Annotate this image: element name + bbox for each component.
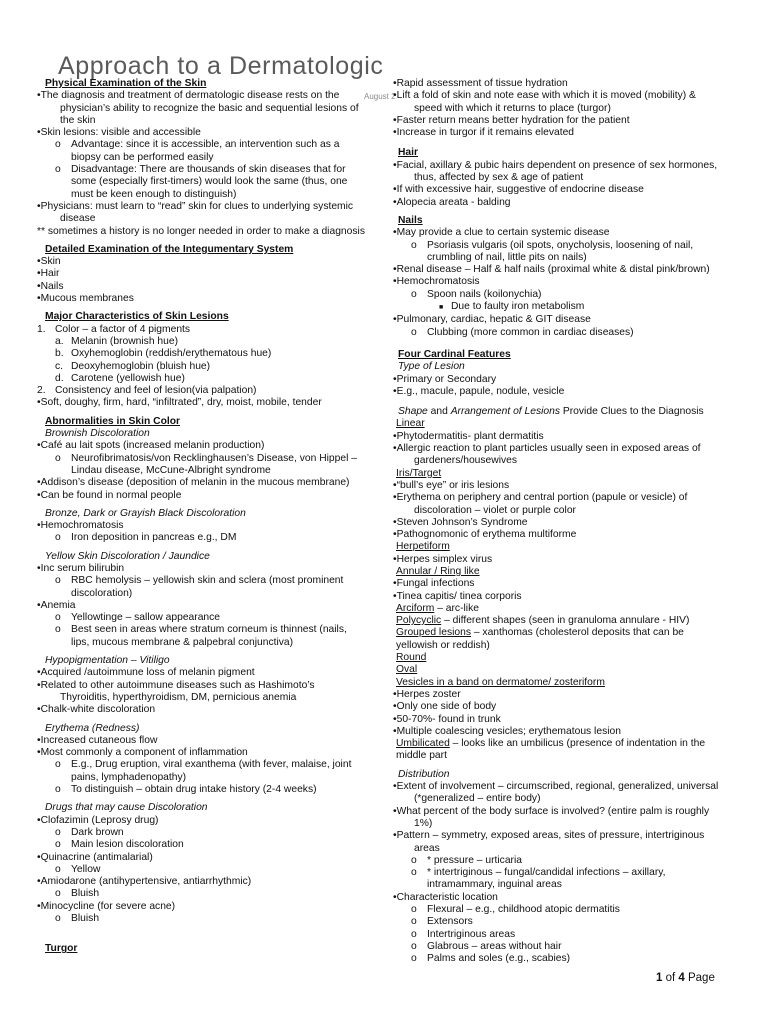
lettered-item: b. Oxyhemoglobin (reddish/erythematous hue) — [55, 348, 272, 360]
bullet: •Steven Johnson’s Syndrome — [393, 516, 528, 528]
sub-bullet: o Advantage: since it is accessible, an intervention such as a biopsy can be performed easily — [55, 139, 340, 163]
sub-bullet: o Dark brown — [55, 826, 124, 838]
bullet: •“bull’s eye” or iris lesions — [393, 479, 510, 491]
sub-bullet: o Bluish — [55, 913, 100, 924]
bullet: •Erythema on periphery and central portion (papule or vesicle) of discoloration – violet or purple color — [393, 492, 688, 516]
sub-bullet: o E.g., Drug eruption, viral exanthema (with fever, malaise, joint pains, lymphadenopathy) — [55, 759, 352, 783]
numbered-item: 2. Consistency and feel of lesion(via palpation) — [37, 385, 257, 397]
nails-heading: Nails — [398, 214, 423, 226]
note: ** sometimes a history is no longer needed in order to make a diagnosis — [37, 225, 365, 237]
sub-bullet: o Main lesion discoloration — [55, 839, 184, 851]
bullet: •Hair — [37, 268, 60, 280]
bullet: •Acquired /autoimmune loss of melanin pigment — [37, 667, 255, 679]
major-characteristics-heading: Major Characteristics of Skin Lesions — [45, 311, 229, 323]
page-total: 4 — [678, 972, 685, 984]
oval-label: Oval — [396, 664, 418, 676]
bullet: •Increased cutaneous flow — [37, 734, 158, 746]
drugs-heading: Drugs that may cause Discoloration — [45, 802, 208, 814]
bullet: •Soft, doughy, firm, hard, “infiltrated”, dry, moist, mobile, tender — [37, 397, 322, 409]
iris-target-label: Iris/Target — [396, 467, 442, 479]
sub-bullet: o Psoriasis vulgaris (oil spots, onycholysis, loosening of nail, crumbling of nail, little pits on nails) — [411, 239, 694, 263]
physical-exam-heading: Physical Examination of the Skin — [45, 78, 207, 89]
sub-bullet: o Yellow — [55, 863, 101, 875]
bullet: •Chalk-white discoloration — [37, 704, 156, 716]
bullet: •Quinacrine (antimalarial) — [37, 851, 153, 863]
bullet: •Inc serum bilirubin — [37, 562, 125, 574]
distribution-heading: Distribution — [398, 768, 450, 780]
bronze-heading: Bronze, Dark or Grayish Black Discoloration — [45, 507, 246, 519]
lettered-item: d. Carotene (yellowish hue) — [55, 372, 185, 384]
bullet: •Addison’s disease (deposition of melanin in the mucous membrane) — [37, 477, 350, 489]
bullet: •What percent of the body surface is involved? (entire palm is roughly 1%) — [393, 805, 710, 829]
bullet: •Alopecia areata - balding — [393, 196, 511, 208]
polycyclic-line: Polycyclic – different shapes (seen in granuloma annulare - HIV) — [396, 615, 690, 627]
bullet: •Pattern – symmetry, exposed areas, sites of pressure, intertriginous areas — [393, 830, 705, 854]
yellow-heading: Yellow Skin Discoloration / Jaundice — [45, 550, 210, 562]
hypopigmentation-heading: Hypopigmentation – Vitiligo — [45, 655, 170, 667]
sub-bullet: o Bluish — [55, 888, 100, 900]
annular-label: Annular / Ring like — [396, 565, 480, 577]
bullet: •Pulmonary, cardiac, hepatic & GIT disease — [393, 314, 591, 326]
turgor-heading: Turgor — [45, 943, 78, 955]
bullet: •Herpes simplex virus — [393, 553, 493, 565]
page-footer: 1 of 4 Page — [656, 972, 715, 984]
shape-arrangement-heading: Shape and Arrangement of Lesions Provide Clues to the Diagnosis — [398, 406, 704, 418]
sub-bullet: o Spoon nails (koilonychia) — [411, 288, 542, 300]
bullet: •Increase in turgor if it remains elevated — [393, 127, 575, 139]
bullet: •Hemochromatosis — [37, 520, 124, 532]
sub-bullet: o Yellowtinge – sallow appearance — [55, 612, 221, 624]
brownish-heading: Brownish Discoloration — [45, 428, 150, 440]
bullet: •Nails — [37, 280, 64, 292]
bullet: •Most commonly a component of inflammation — [37, 747, 248, 759]
sub-bullet: o Flexural – e.g., childhood atopic dermatitis — [411, 904, 620, 915]
abnormalities-heading: Abnormalities in Skin Color — [45, 415, 181, 427]
type-of-lesion-heading: Type of Lesion — [398, 361, 465, 373]
bullet: •Mucous membranes — [37, 293, 134, 305]
document-date: August 2 — [364, 92, 396, 101]
sub-bullet: o RBC hemolysis – yellowish skin and sclera (most prominent discoloration) — [55, 575, 344, 599]
bullet: •Physicians: must learn to “read” skin for clues to underlying systemic disease — [37, 200, 354, 225]
bullet: •Herpes zoster — [393, 688, 461, 700]
bullet: •Rapid assessment of tissue hydration — [393, 78, 568, 89]
bullet: •Allergic reaction to plant particles usually seen in exposed areas of gardeners/housewives — [393, 443, 701, 467]
sub-bullet: o * pressure – urticaria — [411, 854, 522, 866]
bullet: •50-70%- found in trunk — [393, 713, 501, 725]
bullet: •Characteristic location — [393, 891, 498, 903]
four-cardinal-heading: Four Cardinal Features — [398, 348, 511, 360]
bullet: •Can be found in normal people — [37, 489, 182, 501]
bullet: •E.g., macule, papule, nodule, vesicle — [393, 385, 565, 397]
numbered-item: 1. Color – a factor of 4 pigments — [37, 323, 191, 335]
bullet: •Skin lesions: visible and accessible — [37, 127, 201, 139]
sub-bullet: o Neurofibrimatosis/von Recklinghausen’s Disease, von Hippel – Lindau disease, McCune-Albright syndrome — [55, 452, 357, 476]
bullet: •Clofazimin (Leprosy drug) — [37, 814, 159, 826]
bullet: •May provide a clue to certain systemic disease — [393, 227, 610, 239]
sub-bullet: o Intertriginous areas — [411, 928, 516, 940]
linear-label: Linear — [396, 418, 425, 430]
bullet: •Fungal infections — [393, 578, 475, 590]
bullet: •Primary or Secondary — [393, 373, 497, 385]
bullet: •Phytodermatitis- plant dermatitis — [393, 430, 544, 442]
sub-bullet: o Best seen in areas where stratum corneum is thinnest (nails, lips, mucous membrane & palpebral conjunctiva) — [55, 624, 347, 648]
bullet: •Lift a fold of skin and note ease with which it is moved (mobility) & speed with which it returns to place (turgor) — [393, 90, 696, 114]
bullet: •Hemochromatosis — [393, 276, 480, 288]
bullet: •Renal disease – Half & half nails (proximal white & distal pink/brown) — [393, 264, 710, 276]
herpetiform-label: Herpetiform — [396, 541, 450, 553]
bullet: •Amiodarone (antihypertensive, antiarrhythmic) — [37, 876, 252, 888]
lettered-item: a. Melanin (brownish hue) — [55, 335, 179, 347]
bullet: •Pathognomonic of erythema multiforme — [393, 529, 577, 541]
right-column — [393, 78, 725, 965]
bullet: •Skin — [37, 256, 61, 268]
page-title: Approach to a Dermatologic — [58, 52, 384, 80]
grouped-lesions-line: Grouped lesions – xanthomas (cholesterol deposits that can be yellowish or reddish) — [396, 627, 684, 651]
bullet: •Multiple coalescing vesicles; erythematous lesion — [393, 725, 621, 737]
bullet: •Minocycline (for severe acne) — [37, 900, 176, 912]
round-label: Round — [396, 652, 427, 664]
sub-bullet: o Disadvantage: There are thousands of skin diseases that for some (especially first-timers) would look the same (thus, one must be keen enough to distinguish) — [55, 164, 348, 200]
sub-bullet: o To distinguish – obtain drug intake history (2-4 weeks) — [55, 784, 317, 796]
bullet: •Tinea capitis/ tinea corporis — [393, 590, 522, 602]
bullet: •Facial, axillary & pubic hairs dependent on presence of sex hormones, thus, affected by sex & age of patient — [393, 159, 718, 184]
bullet: •Related to other autoimmune diseases such as Hashimoto’s Thyroiditis, hyperthyroidism, DM, pernicious anemia — [37, 679, 315, 703]
sub-bullet: o Glabrous – areas without hair — [411, 940, 562, 952]
bullet: •Only one side of body — [393, 701, 497, 713]
sub-bullet: o Palms and soles (e.g., scabies) — [411, 953, 571, 965]
sub-sub-bullet: ■ Due to faulty iron metabolism — [439, 301, 585, 313]
page-number: 1 — [656, 972, 663, 984]
erythema-heading: Erythema (Redness) — [45, 722, 140, 734]
zosteriform-label: Vesicles in a band on dermatome/ zosteriform — [396, 676, 605, 688]
bullet: •Café au lait spots (increased melanin production) — [37, 440, 265, 452]
bullet: •Faster return means better hydration for the patient — [393, 114, 630, 126]
left-column — [37, 78, 367, 956]
detailed-exam-heading: Detailed Examination of the Integumentary System — [45, 243, 294, 255]
bullet: •The diagnosis and treatment of dermatologic disease rests on the physician’s ability to recognize the basic and sequential lesions of the skin — [37, 90, 359, 126]
sub-bullet: o Extensors — [411, 916, 473, 928]
bullet: •Extent of involvement – circumscribed, regional, generalized, universal (*generalized – entire body) — [393, 781, 719, 805]
sub-bullet: o * intertriginous – fungal/candidal infections – axillary, intramammary, inguinal areas — [411, 867, 666, 891]
bullet: •If with excessive hair, suggestive of endocrine disease — [393, 184, 644, 196]
hair-heading: Hair — [398, 147, 419, 159]
umbilicated-line: Umbilicated – looks like an umbilicus (presence of indentation in the middle part — [396, 738, 706, 762]
arciform-line: Arciform – arc-like — [396, 602, 479, 614]
bullet: •Anemia — [37, 599, 76, 611]
lettered-item: c. Deoxyhemoglobin (bluish hue) — [55, 360, 211, 372]
sub-bullet: o Clubbing (more common in cardiac diseases) — [411, 326, 634, 338]
sub-bullet: o Iron deposition in pancreas e.g., DM — [55, 532, 237, 544]
